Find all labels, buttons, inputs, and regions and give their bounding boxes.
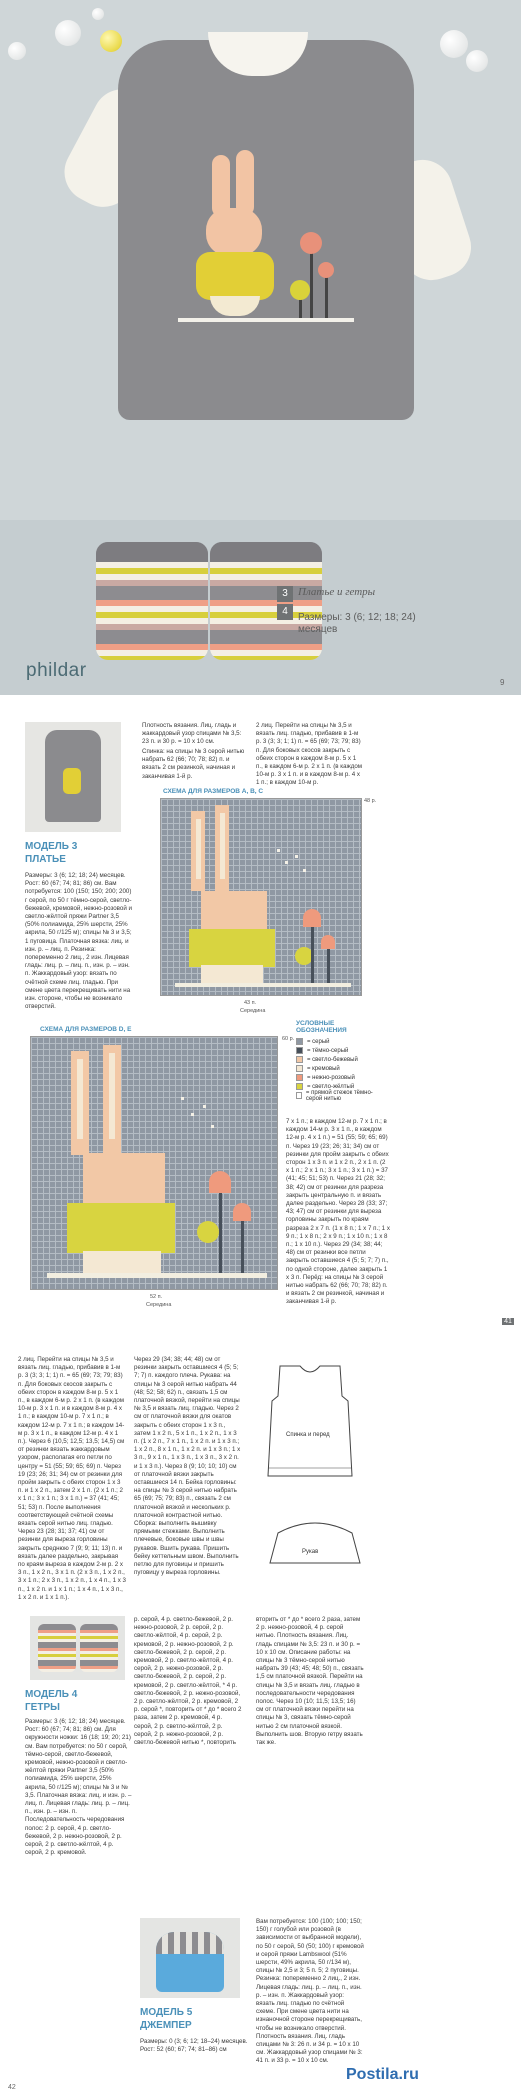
legend-swatch [296, 1047, 303, 1054]
legend-label: = кремовый [307, 1065, 340, 1072]
legend-swatch [296, 1056, 303, 1063]
legend-label: = светло-бежевый [307, 1056, 358, 1063]
model-title: МОДЕЛЬ 3 [25, 841, 78, 852]
intro-col3-text: 2 лиц. Перейти на спицы № 3,5 и вязать лиц. гладью, прибавив в 1-м р. 3 (3; 3; 1; 1) п. = 65 (69; 73; 79; 83) п. Для боковых скосов закрыть с обеих сторон в каждом 8-м р. 5 х 1 п., в каждом 6-м р. 2 х 1 п. (в каждом 10-м р. 3 х 1 п. и в каждом 8-м р. 4 х 1 п.; в каждом 10-м р. [256, 722, 363, 787]
chart1-center-label: Середина [240, 1008, 266, 1014]
model-description: Размеры: 3 (6; 12; 18; 24) месяцев. Рост: 60 (67; 74; 81; 86) см. Вам потребуется: 100 (150; 150; 200; 200) г серой, по 50 г тёмно-серой, светло-бежевой, кремовой, нежно-розовой и светло-жёлтой пряжи Partner 3,5 (50% полиамида, 25% шерсти, 25% акрила, 50 г/125 м); спицы № 3 и 3,5; 1 пуговица. Платочная вязка: лиц. и изн. р. – лиц. п. Резинка: попеременно 2 лиц., 2 изн. Лицевая гладь: лиц. р. – лиц. п., изн. р. – изн. п. Жаккардовый узор: вязать по счётной схеме лиц. гладью. При смене цвета перекрещивать нити на изн. стороне, чтобы не возникало отверстий. [25, 872, 132, 1011]
chart2-center-label: Середина [146, 1302, 172, 1308]
col3b-text: Вам потребуется: 100 (100; 100; 150; 150) г голубой или розовой (в зависимости от выбранной модели), по 50 г серой, 50 (50; 100) г кремовой и серой пряжи Lambswool (51% шерсти, 49% акрила, 50 г/134 м), спицы № 2,5 и 3; 5 п. 5; 2 пуговицы. Резинка: попеременно 2 лиц., 2 изн. Лицевая гладь: лиц. р. – лиц. п., изн. р. – изн. п. Жаккардовый узор: вязать лиц. гладью по счётной схеме. При смене цвета нити на изнаночной стороне перекрещивать, чтобы не возникало отверстий. Плотность вязания. Лиц. гладь спицами № 3: 26 п. и 34 р. = 10 х 10 см. Жаккардовый узор спицами № 3: 41 п. и 33 р. = 10 х 10 см. [256, 1918, 364, 2065]
legend-item [296, 1055, 386, 1064]
watermark: Postila.ru [346, 2066, 419, 2083]
chart2-rows-label: 60 р. [282, 1036, 295, 1042]
legend-label: = прямой стежок тёмно-серой нитью [305, 1089, 373, 1102]
chart1-rows-label: 48 р. [364, 798, 377, 804]
schematic-top-caption: Спинка и перед [286, 1432, 330, 1438]
chart1-stitches-label: 43 п. [244, 1000, 257, 1006]
page-number: 41 [502, 1318, 514, 1325]
model4-title: МОДЕЛЬ 4 [25, 1689, 78, 1700]
chart1-title: СХЕМА ДЛЯ РАЗМЕРОВ А, В, С [163, 788, 264, 795]
flower [318, 262, 334, 278]
back-text: Спинка: на спицы № 3 серой нитью набрать 62 (66; 70; 78; 82) п. и вязать 2 см резинкой, начиная и заканчивая 1-й р. [142, 748, 245, 780]
bunny-ear [236, 150, 254, 216]
flower [290, 280, 310, 300]
knitted-dress [118, 40, 414, 420]
knitting-chart-abc [160, 798, 362, 996]
model4-name: ГЕТРЫ [25, 1702, 60, 1713]
caption-number-4: 4 [277, 604, 293, 620]
chart-legend [296, 1020, 386, 1100]
pompom-ball [92, 8, 104, 20]
dress-schematic [250, 1356, 370, 1506]
chart2-title: СХЕМА ДЛЯ РАЗМЕРОВ D, E [40, 1026, 132, 1033]
schematic-sleeve-caption: Рукав [302, 1549, 319, 1555]
legend-swatch [296, 1065, 303, 1072]
pattern-page-41 [0, 708, 521, 1330]
brand-logo: phildar [26, 660, 87, 681]
legend-label: = нежно-розовый [307, 1074, 355, 1081]
knitting-chart-de [30, 1036, 278, 1290]
caption-sizes: Размеры: 3 (6; 12; 18; 24) месяцев [298, 612, 416, 635]
legend-label: = серый [307, 1038, 330, 1045]
legend-label: = светло-жёлтый [307, 1083, 355, 1090]
legend-item [296, 1064, 386, 1073]
col2b-text: р. серой, 4 р. светло-бежевой, 2 р. нежно-розовой, 2 р. серой, 2 р. светло-жёлтой, 4 р. серой, 2 р. кремовой, 2 р. нежно-розовой, 2 р. светло-бежевой, 2 р. серой, 2 р. кремовой, 2 р. светло-жёлтой, 4 р. серой, 2 р. нежно-розовой, 2 р. светло-бежевой, 2 р. серой, 2 р. кремовой, 2 р. светло-жёлтой, * 4 р. светло-бежевой, 2 р. нежно-розовой, 2 р. светло-жёлтой, 2 р. кремовой, 2 р. серой *, повторить от * до * всего 2 раза, затем 2 р. кремовой, 4 р. серой, 2 р. светло-жёлтой, 2 р. серой, 2 р. нежно-розовой, 2 р. светло-бежевой нитью *, повторить [134, 1616, 242, 1747]
legend-item [296, 1037, 386, 1046]
pompom-ball [440, 30, 468, 58]
legend-title: УСЛОВНЫЕ ОБОЗНАЧЕНИЯ [296, 1020, 347, 1034]
col2-text: Через 29 (34; 38; 44; 48) см от резинки закрыть оставшиеся 4 (5; 5; 7; 7) п. каждого плеча. Рукава: на спицы № 3 серой нитью набрать 44 (48; 52; 58; 62) п., связать 1,5 см платочной вязкой, перейти на спицы № 3,5 и вязать лиц. гладью. Через 2 см от платочной вязки для окатов закрыть с обеих сторон 1 х 3 п., затем 1 х 2 п., 5 х 1 п., 1 х 2 п., 1 х 3 п. (1 х 2 п., 7 х 1 п., 1 х 2 п. и 1 х 3 п.; 1 х 2 п., 8 х 1 п., 1 х 2 п. и 1 х 3 п.; 1 х 3 п., 9 х 1 п., 1 х 3 п., 1 х 3 п., 3 х 2 п. и 1 х 3 п.). Через 8 (9; 10; 10; 10) см от платочной вязки закрыть оставшиеся 14 п. Бейка горловины: на спицы № 3 серой нитью набрать 65 (69; 75; 79; 83) п., связать 2 см платочной вязкой и нескольких р. платочной контрастной нитью. Сборка: выполнить вышивку прямыми стежками. Выполнить плечевые, боковые швы и швы рукавов. Вшить рукава. Пришить бейку кеттельным швом. Выполнить петлю для пуговицы и пришить пуговицу у выреза горловины. [134, 1356, 241, 1577]
legend-item [296, 1073, 386, 1082]
col1-text: 2 лиц. Перейти на спицы № 3,5 и вязать лиц. гладью, прибавив в 1-м р. 3 (3; 3; 1; 1) п. = 65 (69; 73; 79; 83) п. Для боковых скосов закрыть с обеих сторон в каждом 8-м р. 5 х 1 п., в каждом 6-м р. 2 х 1 п. (в каждом 10-м р. 3 х 1 п. и в каждом 8-м р. 4 х 1 п.; в каждом 10-м р. 7 х 1 п.; в каждом 12-м р. 7 х 1 п.; в каждом 14-м р. 3 х 1 п., в каждом 12-м р. 4 х 1 п.). Через 6 (10,5; 12,5; 13,5; 14,5) см от резинки вязать жаккардовым узором, располагая его петли по центру = 51 (55; 59; 65; 69) п. Через 19 (23; 26; 31; 34) см от резинки для пройм закрыть с обеих сторон 1 х 3 п. и 1 х 2 п., затем 2 х 1 п. (2 х 1 п.; 2 х 1 п.; 3 х 1 п.; 3 х 1 п.) = 37 (41; 45; 51; 53) п. После выполнения соответствующей счётной схемы вязать серой нитью лиц. гладью. Через 23 (28; 31; 37; 41) см от резинки для выреза горловины закрыть среднюю 7 (9; 9; 11; 13) п. и вязать далее раздельно, закрывая по краям выреза в каждом 2-м р. 2 х 3 п., 1 х 2 п., 3 х 1 п. (2 х 3 п., 1 х 2 п., 3 х 1 п.; 2 х 3 п., 1 х 2 п., 1 х 4 п., 1 х 3 п., 1 х 2 п. и 1 х 1 п.; 1 х 4 п., 1 х 3 п., 1 х 2 п. и 1 х 1 п.). [18, 1356, 126, 1601]
pattern-page-42 [0, 1348, 521, 2099]
pompom-ball [466, 50, 488, 72]
right-column-text: 7 х 1 п.; в каждом 12-м р. 7 х 1 п.; в каждом 14-м р. 3 х 1 п., в каждом 12-м р. 4 х 1 п.) = 51 (55; 59; 65; 69) п. Через 19 (23; 26; 31; 34) см от резинки для пройм закрыть с обеих сторон 1 х 3 п. и 1 х 2 п., 2 х 1 п. (2 х 1 п.; 2 х 1 п.; 3 х 1 п.; 3 х 1 п.) = 37 (41; 45; 51; 53) п. Через 21 (28; 32; 38; 42) см от резинки для разреза закрыть центральную п. и вязать далее раздельно. Через 28 (33; 37; 43; 47) см от резинки для выреза горловины закрыть по краям разреза 2 х 7 п. (1 х 8 п.; 1 х 7 п.; 1 х 9 п.; 1 х 8 п.; 2 х 9 п.; 1 х 10 п.; 1 х 8 п.; 1 х 10 п.). Через 29 (34; 38; 44; 48) см от резинки все петли закрыть оставшиеся 4 (5; 5; 7; 7) п., по одной стороне, далее закрыть 1 х 3 п. Перёд: на спицы № 3 серой нитью набрать 62 (66; 70; 78; 82) п. и вязать 2 см резинкой, начиная и заканчивая 1-й р. [286, 1118, 390, 1306]
density-text: Плотность вязания. Лиц. гладь и жаккардовый узор спицами № 3,5: 23 п. и 30 р. = 10 х 10 см. [142, 722, 242, 746]
model5-text: Размеры: 0 (3; 6; 12; 18–24) месяцев. Рост: 52 (60; 67; 74; 81–86) см [140, 2038, 248, 2054]
model4-text: Размеры: 3 (6; 12; 18; 24) месяцев. Рост: 60 (67; 74; 81; 86) см. Для окружности ножки: 16 (18; 19; 20; 21) см. Вам потребуется: по 50 г серой, тёмно-серой, светло-бежевой, кремовой, нежно-розовой и светло-жёлтой пряжи Partner 3,5 (50% полиамида, 25% шерсти, 25% акрила, 50 г/125 м); спицы № 3 и № 3,5. Платочная вязка: лиц. и изн. р. – лиц. п. Лицевая гладь: лиц. р. – лиц. п., изн. р. – изн. п. Последовательность чередования полос: 2 р. серой, 4 р. светло-бежевой, 2 р. нежно-розовой, 2 р. серой, 2 р. светло-жёлтой, 4 р. серой, 2 р. кремовой. [25, 1718, 132, 1857]
caption-title: Платье и гетры [298, 586, 376, 598]
caption-number-3: 3 [277, 586, 293, 602]
model5-title: МОДЕЛЬ 5 [140, 2007, 193, 2018]
page-number: 9 [500, 678, 505, 687]
legwarmers-photo [30, 1616, 125, 1680]
model5-name: ДЖЕМПЕР [140, 2020, 192, 2031]
model-name: ПЛАТЬЕ [25, 854, 66, 865]
chart2-stitches-label: 52 п. [150, 1294, 163, 1300]
legend-swatch [296, 1083, 303, 1090]
sleeve-schematic [260, 1508, 370, 1578]
pompom-ball [8, 42, 26, 60]
pompom-ball-yellow [100, 30, 122, 52]
legend-swatch [296, 1074, 303, 1081]
bunny-head [206, 208, 262, 256]
legend-item [296, 1046, 386, 1055]
embroidered-ground [178, 318, 354, 322]
legend-label: = тёмно-серый [307, 1047, 349, 1054]
sweater-photo [140, 1918, 240, 1998]
legend-swatch [296, 1092, 302, 1099]
photo-page [0, 0, 521, 695]
bunny-sweater [196, 252, 274, 300]
flower-stem [310, 246, 313, 320]
page-number: 42 [8, 2084, 16, 2091]
col3-text: вторить от * до * всего 2 раза, затем 2 р. нежно-розовой, 4 р. серой нитью. Плотность вязания. Лиц. гладь спицами № 3,5: 23 п. и 30 р. = 10 х 10 см. Описание работы: на спицы № 3 тёмно-серой нитью набрать 39 (43; 45; 48; 50) п., связать 1,5 см платочной вязкой. Перейти на спицы № 3,5 и вязать лиц. гладью в последовательности чередования полос. Через 10 (10; 11,5; 13,5; 16) см от платочной вязки перейти на спицы № 3, связать тёмно-серой нитью 2 см платочной вязкой. Выполнить шов. Вторую гетру вязать так же. [256, 1616, 364, 1747]
flower [300, 232, 322, 254]
pompom-ball [55, 20, 81, 46]
legend-swatch [296, 1038, 303, 1045]
legend-item [296, 1091, 386, 1100]
legwarmer-left [96, 542, 208, 660]
legwarmer-right [210, 542, 322, 660]
dress-thumbnail [25, 722, 121, 832]
